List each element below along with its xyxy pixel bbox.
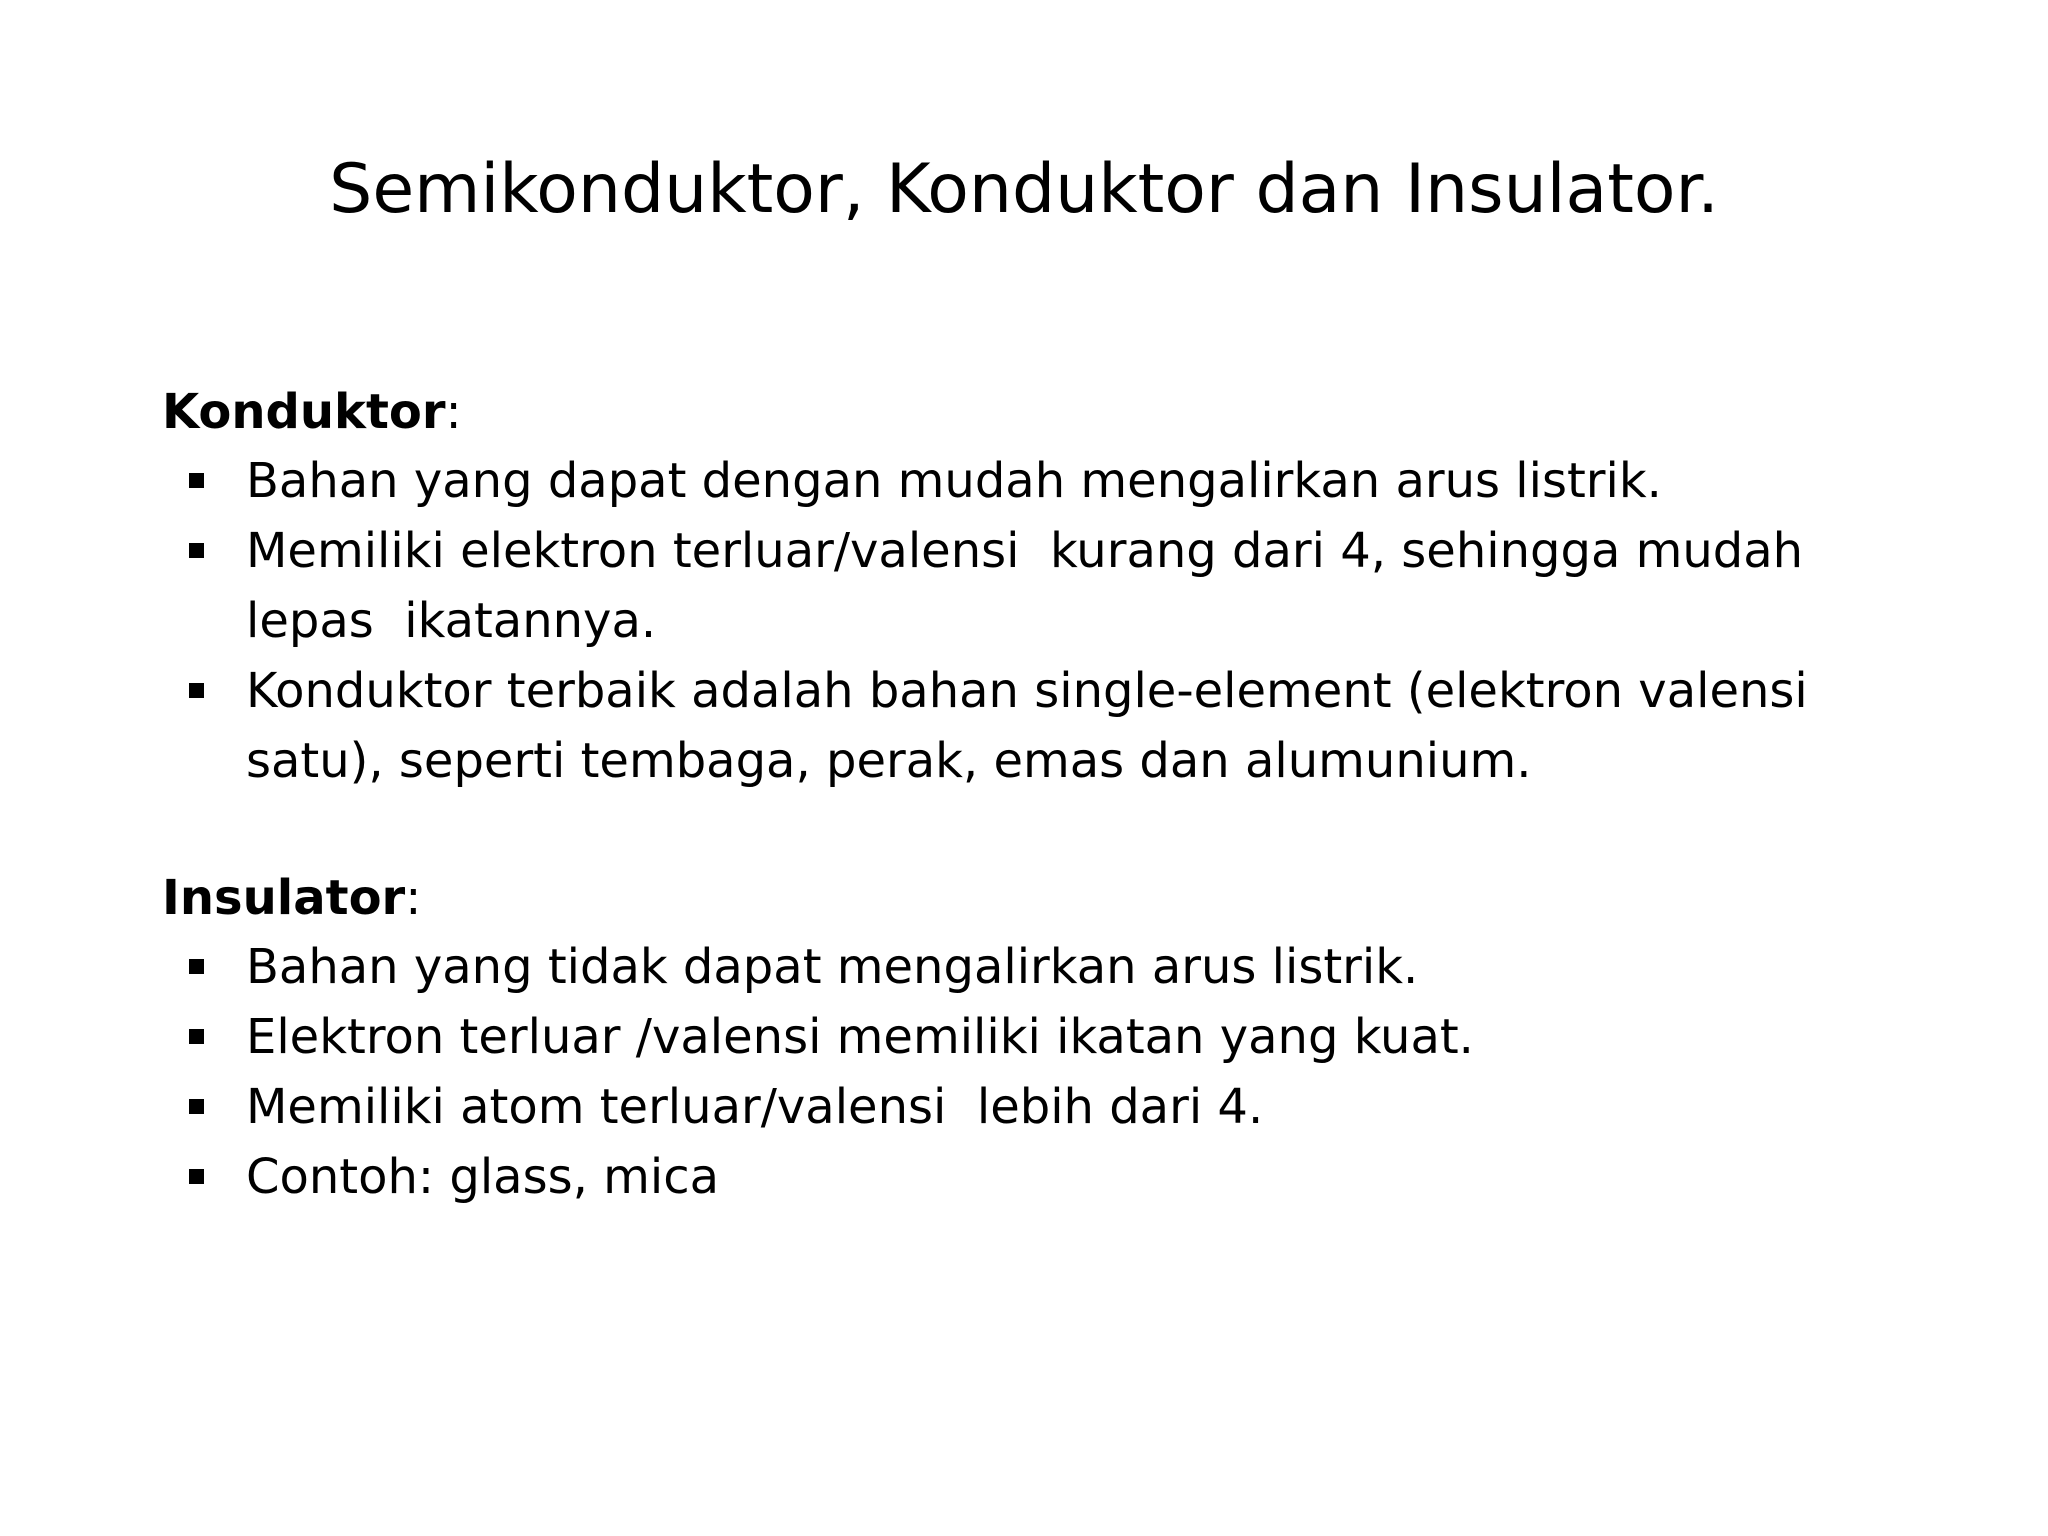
list-item [162, 656, 1922, 796]
square-bullet-icon [189, 683, 204, 698]
square-bullet-icon [189, 543, 204, 558]
section-heading [162, 864, 1922, 932]
section-insulator [162, 864, 1922, 1212]
list-item [162, 1142, 1922, 1212]
section-heading-colon: : [405, 870, 422, 926]
list-item-text: Konduktor terbaik adalah bahan single-element (elektron valensi satu), seperti tembaga, perak, emas dan alumunium. [246, 663, 1824, 789]
section-heading [162, 378, 1922, 446]
slide-title: Semikonduktor, Konduktor dan Insulator. [329, 150, 1719, 229]
square-bullet-icon [189, 1169, 204, 1184]
list-item-text: Memiliki elektron terluar/valensi kurang dari 4, sehingga mudah lepas ikatannya. [246, 523, 1819, 649]
list-item-text: Contoh: glass, mica [246, 1149, 719, 1205]
list-item [162, 1072, 1922, 1142]
list-item [162, 932, 1922, 1002]
list-item [162, 1002, 1922, 1072]
square-bullet-icon [189, 473, 204, 488]
section-heading-colon: : [445, 384, 462, 440]
slide-content [162, 378, 1922, 1212]
square-bullet-icon [189, 959, 204, 974]
list-item-text: Bahan yang dapat dengan mudah mengalirkan arus listrik. [246, 453, 1662, 509]
section-heading-label: Konduktor [162, 384, 446, 440]
list-item [162, 446, 1922, 516]
bullet-list [162, 446, 1922, 796]
square-bullet-icon [189, 1099, 204, 1114]
bullet-list [162, 932, 1922, 1212]
list-item [162, 516, 1922, 656]
list-item-text: Elektron terluar /valensi memiliki ikatan yang kuat. [246, 1009, 1474, 1065]
list-item-text: Memiliki atom terluar/valensi lebih dari 4. [246, 1079, 1264, 1135]
section-heading-label: Insulator [162, 870, 406, 926]
section-konduktor [162, 378, 1922, 796]
square-bullet-icon [189, 1029, 204, 1044]
list-item-text: Bahan yang tidak dapat mengalirkan arus listrik. [246, 939, 1419, 995]
